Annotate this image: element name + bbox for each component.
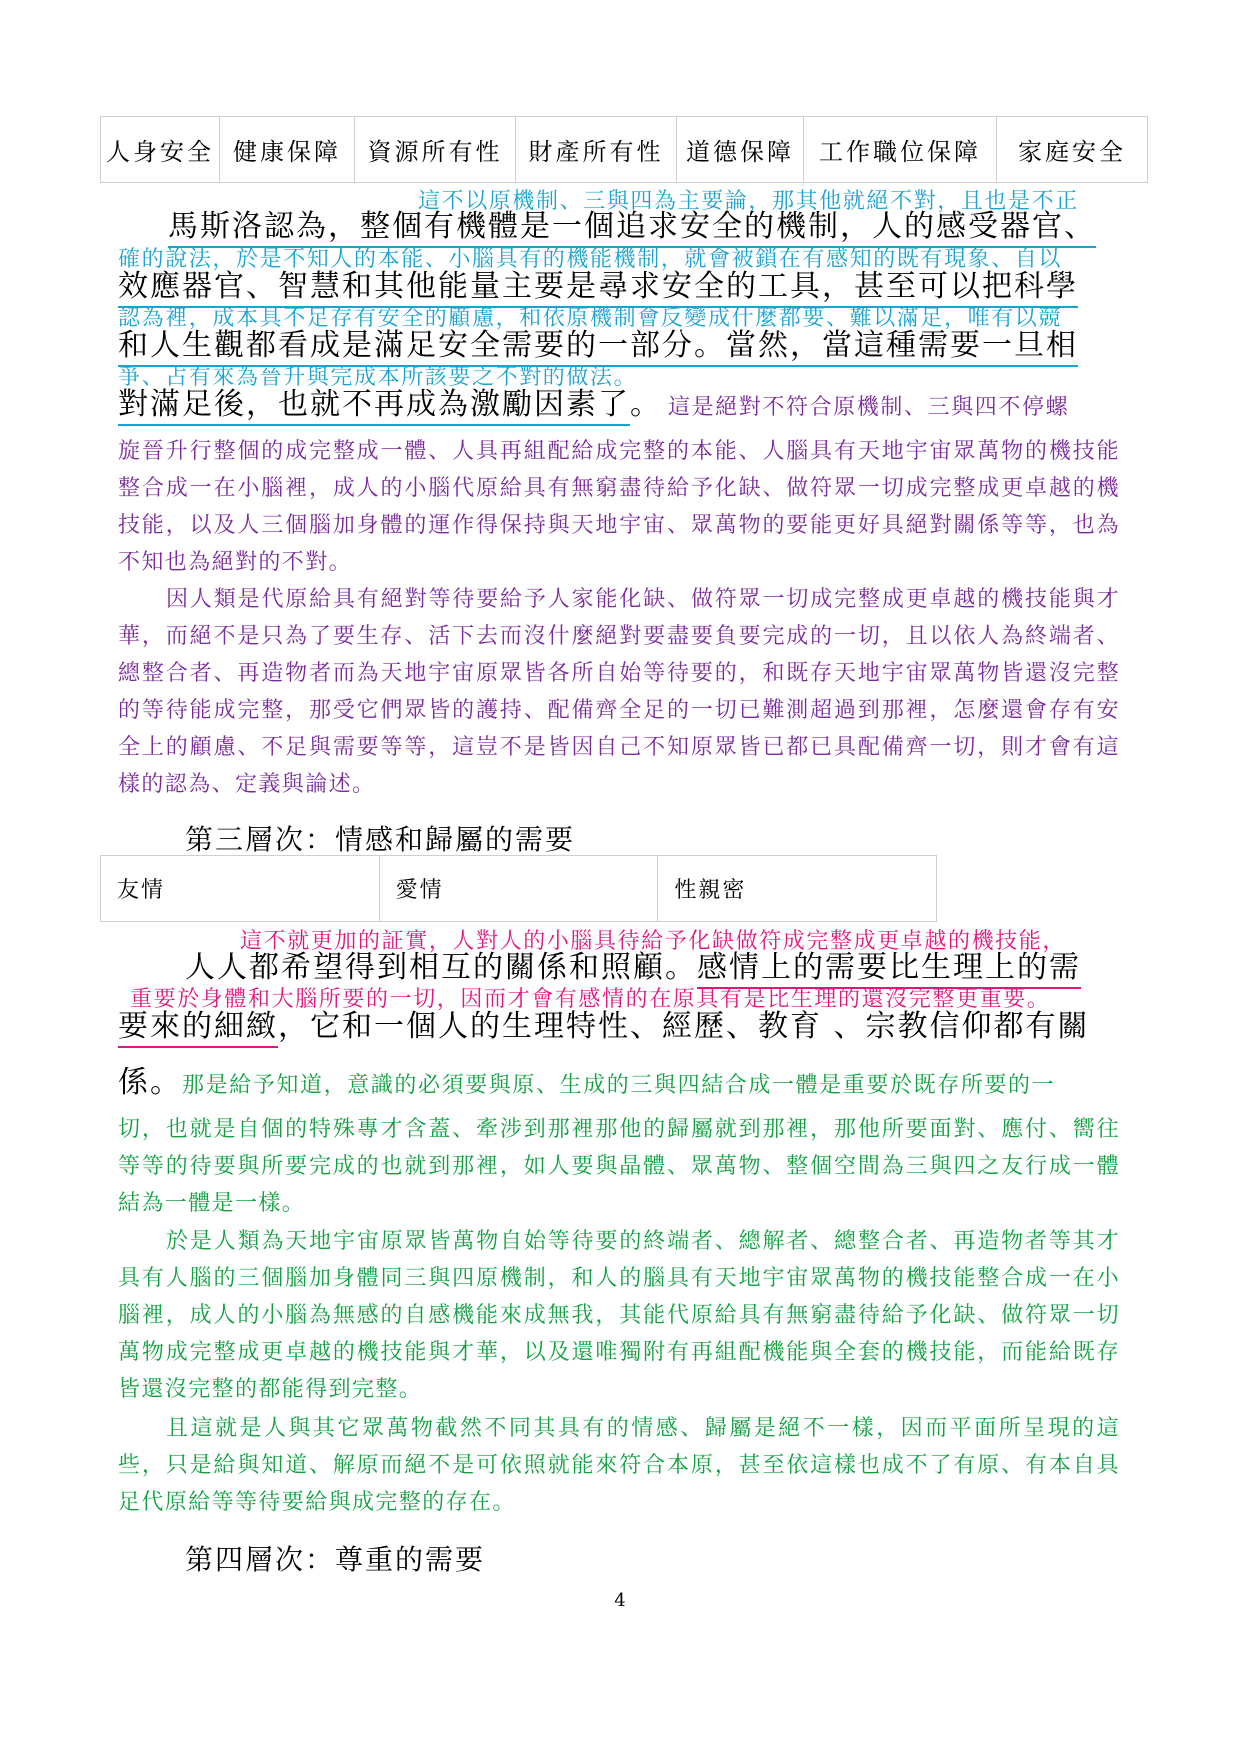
underlined-text: 要來的細緻 bbox=[118, 1009, 278, 1048]
inline-comment: 那是給予知道，意識的必須要與原、生成的三與四結合成一體是重要於既存所要的一 bbox=[182, 1073, 1056, 1098]
underlined-text: 效應器官、智慧和其他能量主要是尋求安全的工具，甚至可以把科學 bbox=[118, 269, 1078, 308]
main-text-line bbox=[168, 209, 1096, 244]
main-text-line bbox=[118, 387, 1070, 422]
section-heading: 第三層次：情感和歸屬的需要 bbox=[185, 823, 576, 856]
table-cell: 資源所有性 bbox=[355, 117, 516, 183]
table-cell: 財產所有性 bbox=[516, 117, 677, 183]
main-text-line bbox=[118, 1065, 1056, 1100]
underlined-text: 感情上的需要比生理上的需 bbox=[697, 950, 1081, 989]
safety-needs-table bbox=[100, 116, 1148, 183]
table-cell: 健康保障 bbox=[220, 117, 355, 183]
main-text: ，它和一個人的生理特性、經歷、教育 、宗教信仰都有關 bbox=[278, 1009, 1090, 1044]
table-row bbox=[101, 117, 1148, 183]
main-text-line bbox=[118, 328, 1078, 363]
table-cell: 工作職位保障 bbox=[804, 117, 997, 183]
annotation-line: 認為裡，成本具不足存有安全的顧慮，和依原機制會反變成什麼都要、難以滿足，唯有以競 bbox=[118, 306, 1063, 331]
inline-comment: 這是絕對不符合原機制、三與四不停螺 bbox=[668, 395, 1070, 420]
main-text: 係。 bbox=[118, 1065, 182, 1100]
comment-paragraph: 切，也就是自個的特殊專才含蓋、牽涉到那裡那他的歸屬就到那裡，那他所要面對、應付、嚮往等等的待要與所要完成的也就到那裡，如人要與晶體、眾萬物、整個空間為三與四之友行成一體結為一體是一樣。 bbox=[118, 1117, 1120, 1216]
main-text-line bbox=[118, 1009, 1090, 1044]
annotation-line: 確的說法，於是不知人的本能、小腦具有的機能機制，就會被鎖在有感知的既有現象、自以 bbox=[118, 247, 1063, 272]
comment-paragraph: 於是人類為天地宇宙原眾皆萬物自始等待要的終端者、總解者、總整合者、再造物者等其才具有人腦的三個腦加身體同三與四原機制，和人的腦具有天地宇宙眾萬物的機技能整合成一在小腦裡，成人的小腦為無感的自感機能來成無我，其能代原給具有無窮盡待給予化缺、做符眾一切萬物成完整成更卓越的機技能與才華，以及還唯獨附有再組配機能與全套的機技能，而能給既存皆還沒完整的都能得到完整。 bbox=[118, 1229, 1120, 1402]
main-text-line bbox=[118, 269, 1078, 304]
annotation-line: 重要於身體和大腦所要的一切，因而才會有感情的在原具有是比生理的還沒完整更重要。 bbox=[130, 987, 1051, 1012]
table-cell: 性親密 bbox=[658, 856, 937, 922]
table-cell: 愛情 bbox=[379, 856, 658, 922]
table-row bbox=[101, 856, 937, 922]
main-text-line bbox=[185, 950, 1081, 985]
annotation-line: 爭、占有來為晉升與完成本所該要之不對的做法。 bbox=[118, 365, 638, 390]
underlined-text: 和人生觀都看成是滿足安全需要的一部分。當然，當這種需要一旦相 bbox=[118, 328, 1078, 367]
page-number: 4 bbox=[614, 1590, 626, 1611]
table-cell: 家庭安全 bbox=[997, 117, 1148, 183]
annotation-line: 這不就更加的証實，人對人的小腦具待給予化缺做符成完整成更卓越的機技能， bbox=[240, 929, 1067, 954]
main-text-end: 。 bbox=[630, 387, 662, 422]
underlined-text: 馬斯洛認為，整個有機體是一個追求安全的機制，人的感受器官、 bbox=[168, 209, 1096, 248]
underlined-text: 對滿足後，也就不再成為激勵因素了 bbox=[118, 387, 630, 426]
section-heading: 第四層次：尊重的需要 bbox=[185, 1543, 486, 1576]
belonging-needs-table bbox=[100, 855, 937, 922]
comment-paragraph: 旋晉升行整個的成完整成一體、人具再組配給成完整的本能、人腦具有天地宇宙眾萬物的機技能整合成一在小腦裡，成人的小腦代原給具有無窮盡待給予化缺、做符眾一切成完整成更卓越的機技能，以及人三個腦加身體的運作得保持與天地宇宙、眾萬物的要能更好具絕對關係等等，也為不知也為絕對的不對。 bbox=[118, 439, 1120, 575]
table-cell: 人身安全 bbox=[101, 117, 220, 183]
comment-paragraph: 且這就是人與其它眾萬物截然不同其具有的情感、歸屬是絕不一樣，因而平面所呈現的這些，只是給與知道、解原而絕不是可依照就能來符合本原，甚至依這樣也成不了有原、有本自具足代原給等等待要給與成完整的存在。 bbox=[118, 1416, 1120, 1515]
annotation-line: 這不以原機制、三與四為主要論，那其他就絕不對，且也是不正 bbox=[418, 189, 1079, 214]
comment-paragraph: 因人類是代原給具有絕對等待要給予人家能化缺、做符眾一切成完整成更卓越的機技能與才華，而絕不是只為了要生存、活下去而沒什麼絕對要盡要負要完成的一切，且以依人為終端者、總整合者、再造物者而為天地宇宙原眾皆各所自始等待要的，和既存天地宇宙眾萬物皆還沒完整的等待能成完整，那受它們眾皆的護持、配備齊全足的一切已難測超過到那裡，怎麼還會存有安全上的顧慮、不足與需要等等，這豈不是皆因自己不知原眾皆已都已具配備齊一切，則才會有這樣的認為、定義與論述。 bbox=[118, 587, 1120, 797]
main-text: 人人都希望得到相互的關係和照顧。 bbox=[185, 950, 697, 985]
table-cell: 道德保障 bbox=[677, 117, 804, 183]
table-cell: 友情 bbox=[101, 856, 380, 922]
